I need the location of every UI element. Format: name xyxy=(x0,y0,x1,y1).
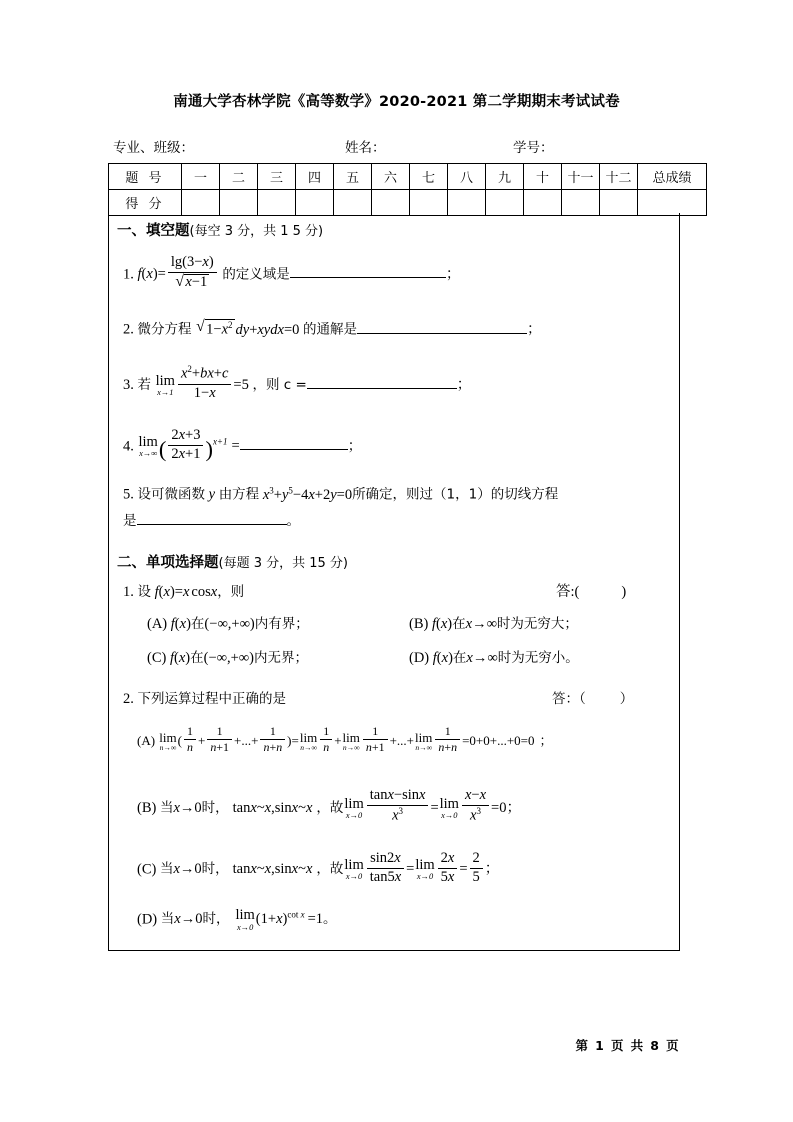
score-cell-3[interactable] xyxy=(258,190,296,216)
exponent: x+1 xyxy=(212,436,228,447)
question-stem: 下列运算过程中正确的是 xyxy=(137,691,286,707)
section-one-question-1 xyxy=(123,255,460,291)
question-2-text-after: 的通解是 xyxy=(303,321,357,338)
section-two-question-2 xyxy=(123,691,286,708)
score-cell-8[interactable] xyxy=(448,190,486,216)
row-label-question: 题 号 xyxy=(109,164,182,190)
section-one-question-5-line2 xyxy=(123,513,300,530)
section-one-points: (每空 3 分，共 1 5 分) xyxy=(189,224,324,239)
option-label: (B) xyxy=(137,799,157,816)
answer-bracket-1[interactable] xyxy=(556,584,626,601)
name-label: 姓名： xyxy=(345,140,386,156)
column-header-9: 九 xyxy=(486,164,524,190)
column-header-3: 三 xyxy=(258,164,296,190)
column-header-12: 十二 xyxy=(600,164,638,190)
option-content: 当x→0时， tanx~x,sinx~x ，故 lim x→0 $\frac{\tan x-\sin x}{x^3}$ = lim x→0 $\frac{x-x}{x^3}$ =0； xyxy=(159,787,521,824)
question-number: 3. xyxy=(123,376,134,393)
question-3-terminator: ； xyxy=(456,376,472,393)
section-one-heading xyxy=(117,219,323,240)
column-header-total: 总成绩 xyxy=(638,164,707,190)
question-3-text-after: ，则 c = xyxy=(252,376,307,393)
section-one-question-3 xyxy=(123,365,471,401)
answer-blank-5[interactable] xyxy=(137,524,287,525)
option-content: f(x)在(−∞,+∞)内无界； xyxy=(169,650,308,666)
column-header-2: 二 xyxy=(220,164,258,190)
answer-label-close: ) xyxy=(621,584,627,600)
score-cell-10[interactable] xyxy=(524,190,562,216)
answer-label: 答：（ xyxy=(552,691,586,707)
row-label-score: 得 分 xyxy=(109,190,182,216)
question-number: 2. xyxy=(123,321,134,338)
option-label: (D) xyxy=(137,911,158,928)
column-header-10: 十 xyxy=(524,164,562,190)
answer-label: 答:( xyxy=(556,584,580,600)
column-header-11: 十一 xyxy=(562,164,600,190)
option-content: f(x)在x→∞时为无穷大； xyxy=(431,616,578,632)
option-label: (A) xyxy=(137,732,156,748)
score-cell-total[interactable] xyxy=(638,190,707,216)
question-number: 4. xyxy=(123,438,134,455)
score-cell-4[interactable] xyxy=(296,190,334,216)
question-1-terminator: ； xyxy=(445,266,461,283)
option-label: (B) xyxy=(409,616,429,632)
question-5-text-mid: 由方程 xyxy=(218,486,260,503)
column-header-1: 一 xyxy=(182,164,220,190)
option-label: (D) xyxy=(409,650,430,666)
section-two-title: 二、单项选择题 xyxy=(117,555,219,571)
answer-label-close: ） xyxy=(619,691,634,707)
option-b-q2[interactable] xyxy=(137,788,521,824)
score-cell-11[interactable] xyxy=(562,190,600,216)
answer-blank-4[interactable] xyxy=(240,449,348,450)
question-2-text-before: 微分方程 xyxy=(137,321,192,338)
column-header-5: 五 xyxy=(334,164,372,190)
question-2-terminator: ； xyxy=(527,321,542,338)
table-row-scores xyxy=(109,190,707,216)
score-cell-5[interactable] xyxy=(334,190,372,216)
score-cell-6[interactable] xyxy=(372,190,410,216)
question-stem-math: f(x)=x cosx xyxy=(154,584,218,600)
question-number: 1. xyxy=(123,584,134,600)
option-c-q2[interactable] xyxy=(137,851,499,886)
section-one-question-2 xyxy=(123,319,542,338)
option-content: f(x)在(−∞,+∞)内有界； xyxy=(170,616,309,632)
question-5-variable: y xyxy=(208,486,216,503)
section-two-points: (每题 3 分，共 15 分) xyxy=(218,556,348,571)
score-cell-12[interactable] xyxy=(600,190,638,216)
table-row-question-numbers xyxy=(109,164,707,190)
student-info-line xyxy=(113,136,693,158)
question-1-math: f(x)= lg(3−x) √ x−1 xyxy=(138,266,223,282)
option-content: 当x→0时， lim x→0 $(1+x)^{cot x} =1$。 xyxy=(160,907,337,932)
column-header-7: 七 xyxy=(410,164,448,190)
option-a-q2[interactable] xyxy=(137,725,553,754)
section-two-heading xyxy=(117,551,348,572)
question-number: 1. xyxy=(123,266,134,283)
question-number: 5. xyxy=(123,486,134,503)
option-a-q1[interactable] xyxy=(147,616,309,633)
answer-bracket-2[interactable] xyxy=(552,691,633,708)
question-3-math: lim x→1 $\frac{x^2+bx+c}{1-x}$ =5 xyxy=(155,364,249,401)
column-header-6: 六 xyxy=(372,164,410,190)
question-5-terminator: 。 xyxy=(286,513,300,529)
page-footer: 第 1 页 共 8 页 xyxy=(575,1038,680,1053)
limit-subscript: x→1 xyxy=(157,388,174,398)
question-stem-before: 设 xyxy=(137,584,151,600)
exam-content-box xyxy=(108,213,680,951)
question-5-line2-prefix: 是 xyxy=(123,513,137,529)
option-d-q1[interactable] xyxy=(409,650,579,667)
option-content: lim n→∞ ( $\frac{1}{n}$ + $\frac{1}{n+1}$ +...+ $\frac{1}{n+n}$ )= lim n→∞ $\frac{1}{n}$ + lim n→∞ $\frac{1}{n+1}$ +...+ lim n→∞ $\frac{1}{n+n}$ =0+0+...+0=0 ； xyxy=(159,724,553,755)
answer-blank-3[interactable] xyxy=(307,388,457,389)
column-header-8: 八 xyxy=(448,164,486,190)
score-cell-2[interactable] xyxy=(220,190,258,216)
option-d-q2[interactable] xyxy=(137,908,337,932)
option-c-q1[interactable] xyxy=(147,650,308,667)
section-two-question-1 xyxy=(123,584,244,601)
section-one-question-4 xyxy=(123,428,362,463)
score-cell-7[interactable] xyxy=(410,190,448,216)
score-cell-9[interactable] xyxy=(486,190,524,216)
question-number: 2. xyxy=(123,691,134,707)
section-one-question-5 xyxy=(123,485,558,503)
limit-subscript: x→∞ xyxy=(139,449,158,459)
question-5-math: $x^3+y^5-4x+2y=0$ xyxy=(262,485,353,503)
page-title: 南通大学杏林学院《高等数学》2020-2021 第二学期期末考试试卷 xyxy=(173,94,620,110)
question-4-terminator: ； xyxy=(347,438,363,455)
question-4-math: lim x→∞ ( $\frac{2x+3}{2x+1}$ )$^{x+1}$ = xyxy=(138,427,240,462)
question-4-equals: = xyxy=(231,438,240,455)
answer-blank-2[interactable] xyxy=(357,333,527,334)
section-one-title: 一、填空题 xyxy=(117,223,190,239)
score-cell-1[interactable] xyxy=(182,190,220,216)
question-1-text: 的定义域是 xyxy=(222,266,290,283)
option-label: (C) xyxy=(147,650,167,666)
major-class-label: 专业、班级： xyxy=(113,140,194,156)
option-content: f(x)在x→∞时为无穷小。 xyxy=(432,650,579,666)
question-2-math: √ $1-x^2$ dy+xydx=0 xyxy=(195,322,299,338)
student-id-label: 学号： xyxy=(513,140,554,156)
score-table xyxy=(108,163,707,216)
option-b-q1[interactable] xyxy=(409,616,578,633)
question-5-text-after: 所确定，则过（1，1）的切线方程 xyxy=(352,486,559,503)
column-header-4: 四 xyxy=(296,164,334,190)
answer-blank-1[interactable] xyxy=(290,277,446,278)
question-5-text-before: 设可微函数 xyxy=(137,486,205,503)
question-3-text-before: 若 xyxy=(137,376,151,393)
question-stem-after: ，则 xyxy=(217,584,245,600)
option-content: 当x→0时， tanx~x,sinx~x ，故 lim x→0 $\frac{\sin 2x}{\tan 5x}$ = lim x→0 $\frac{2x}{5x}$ = $\frac{2}{5}$ ； xyxy=(159,850,500,885)
option-label: (A) xyxy=(147,616,168,632)
option-label: (C) xyxy=(137,861,157,878)
